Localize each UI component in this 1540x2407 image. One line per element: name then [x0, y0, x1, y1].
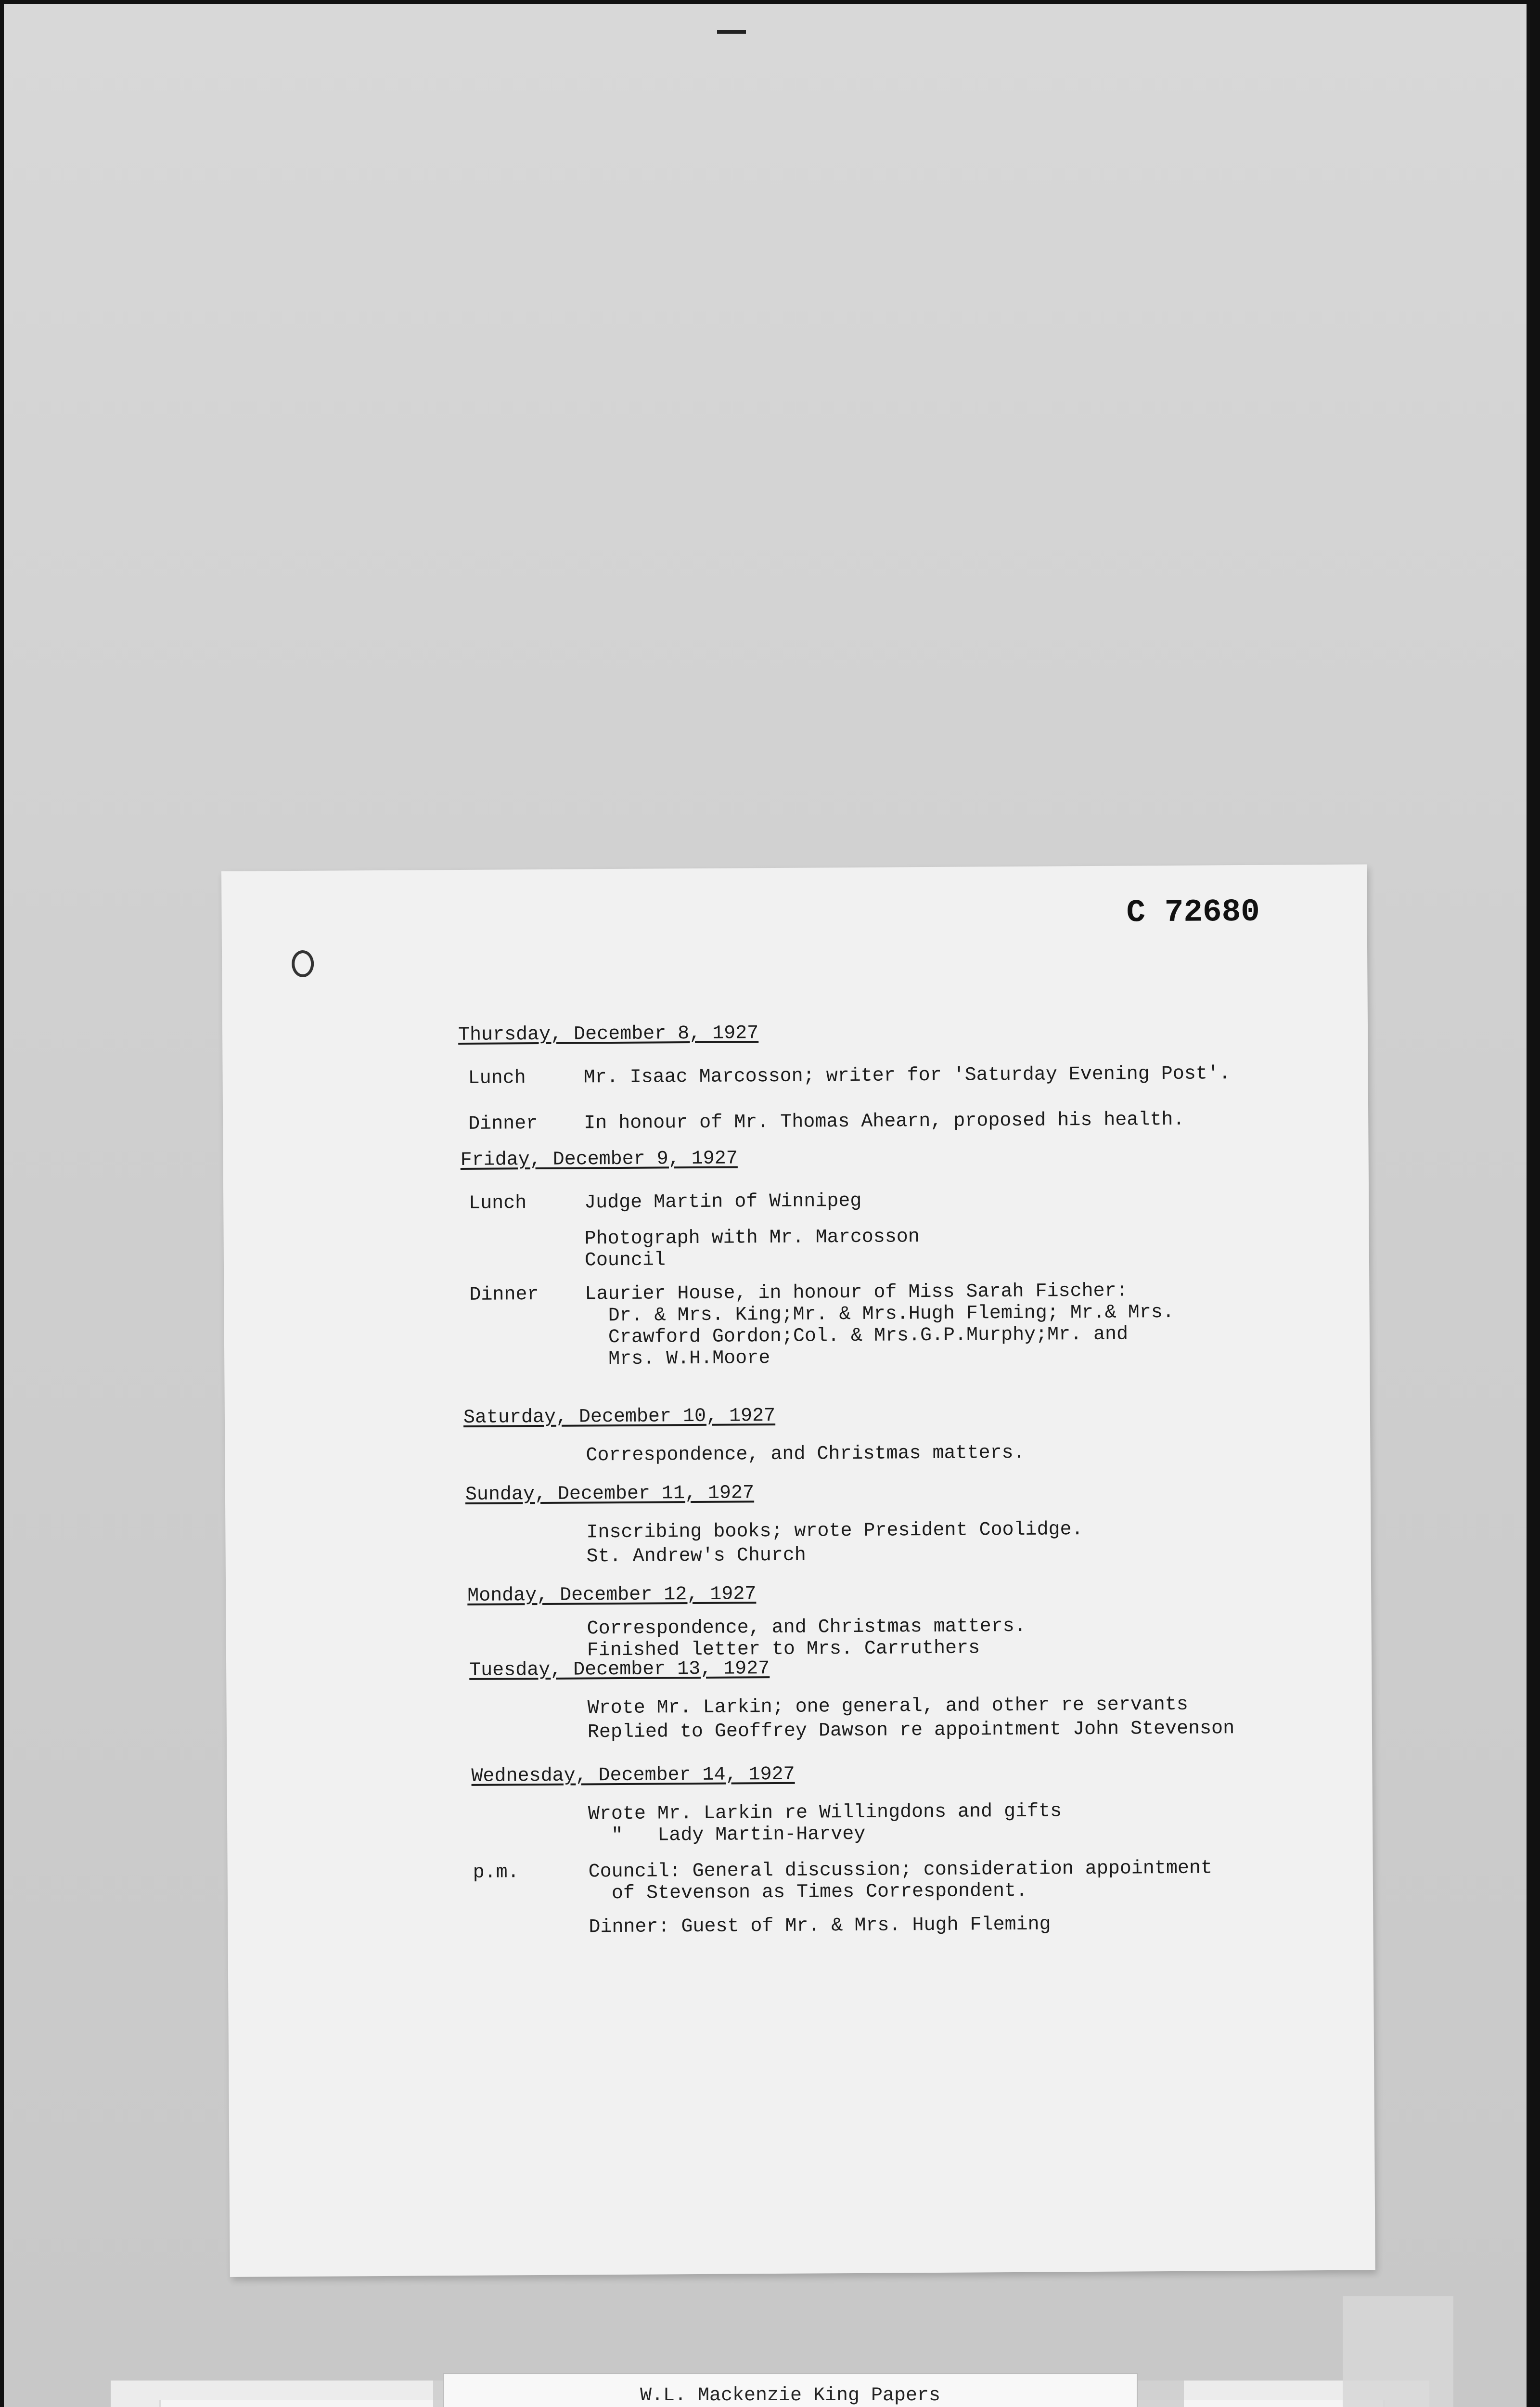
entry-time-label: Lunch [468, 1067, 526, 1089]
entry-date-heading: Friday, December 9, 1927 [460, 1148, 738, 1171]
entry-line: of Stevenson as Times Correspondent. [588, 1880, 1028, 1905]
punch-hole-icon [292, 950, 314, 977]
entry-time-label: Lunch [469, 1192, 527, 1215]
entry-line: Replied to Geoffrey Dawson re appointment John Stevenson [587, 1718, 1235, 1744]
entry-line: Wrote Mr. Larkin; one general, and other re servants [587, 1694, 1188, 1720]
entry-line: Dinner: Guest of Mr. & Mrs. Hugh Fleming [589, 1914, 1051, 1939]
entry-line: Correspondence, and Christmas matters. [587, 1615, 1026, 1640]
entry-line: Photograph with Mr. Marcosson [584, 1226, 920, 1250]
entry-line: Council: General discussion; consideration appointment [588, 1857, 1213, 1883]
entry-line: Wrote Mr. Larkin re Willingdons and gifts [588, 1800, 1062, 1825]
entry-date-heading: Tuesday, December 13, 1927 [469, 1658, 770, 1682]
entry-date-heading: Monday, December 12, 1927 [467, 1583, 757, 1607]
tape-side [1343, 2296, 1453, 2407]
entry-line: Council [584, 1249, 666, 1272]
entry-time-label: p.m. [473, 1862, 519, 1884]
reference-number: C 72680 [1126, 893, 1260, 931]
entry-date-heading: Wednesday, December 14, 1927 [471, 1763, 795, 1787]
entry-time-label: Dinner [468, 1113, 538, 1135]
entry-line: Laurier House, in honour of Miss Sarah Fischer: [585, 1280, 1128, 1306]
entry-line: In honour of Mr. Thomas Ahearn, proposed his health. [584, 1109, 1185, 1135]
collection-name: W.L. Mackenzie King Papers [640, 2385, 941, 2407]
entry-date-heading: Sunday, December 11, 1927 [465, 1482, 755, 1506]
entry-line: St. Andrew's Church [586, 1544, 806, 1568]
memo-page [221, 864, 1375, 2277]
entry-line: Dr. & Mrs. King;Mr. & Mrs.Hugh Fleming; Mr.& Mrs. [585, 1301, 1174, 1327]
entry-line: Correspondence, and Christmas matters. [586, 1442, 1025, 1467]
collection-label [443, 2373, 1138, 2407]
entry-line: Inscribing books; wrote President Coolidge. [586, 1519, 1083, 1544]
entry-line: Mr. Isaac Marcosson; writer for 'Saturday Evening Post'. [583, 1063, 1231, 1089]
entry-line: Judge Martin of Winnipeg [584, 1190, 862, 1214]
film-mark [717, 30, 746, 34]
entry-line: " Lady Martin-Harvey [588, 1823, 866, 1847]
entry-time-label: Dinner [469, 1283, 539, 1306]
entry-date-heading: Thursday, December 8, 1927 [458, 1022, 759, 1046]
entry-line: Mrs. W.H.Moore [585, 1347, 770, 1371]
entry-line: Finished letter to Mrs. Carruthers [587, 1637, 980, 1662]
entry-date-heading: Saturday, December 10, 1927 [463, 1405, 776, 1429]
entry-line: Crawford Gordon;Col. & Mrs.G.P.Murphy;Mr. and [585, 1323, 1129, 1349]
